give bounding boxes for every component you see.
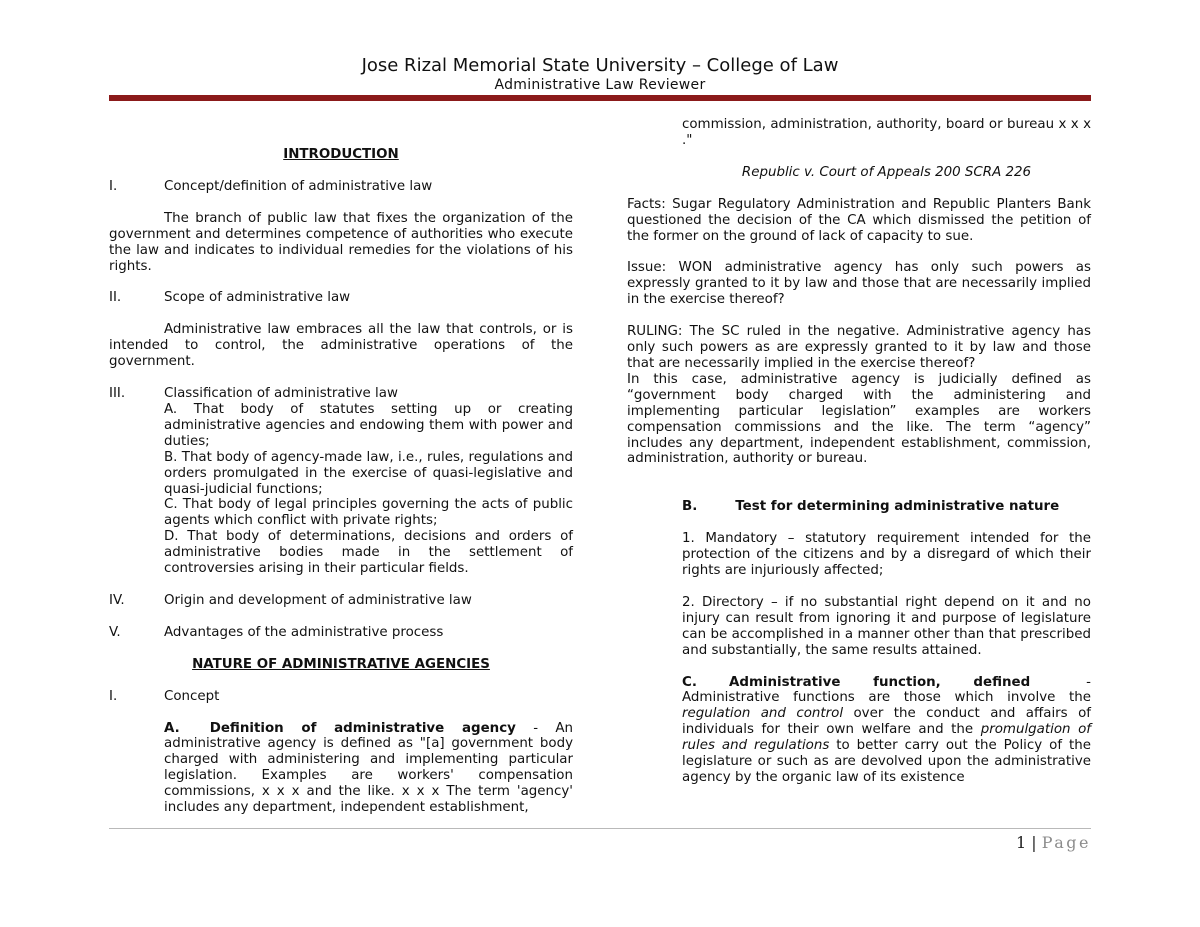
reviewer-subtitle: Administrative Law Reviewer (494, 77, 706, 93)
case-issue: Issue: WON administrative agency has only such powers as expressly granted to it by law and those that are necessarily implied in the exercise thereof? (627, 260, 1091, 308)
classification-item-d: D. That body of determinations, decisions and orders of administrative bodies made in the settlement of controversies arising in their particular fields. (164, 529, 573, 577)
test-heading: B. Test for determining administrative nature (682, 499, 1060, 515)
introduction-heading: INTRODUCTION (283, 147, 399, 162)
case-facts: Facts: Sugar Regulatory Administration and Republic Planters Bank questioned the decision of the CA which dismissed the petition of the former on the ground of lack of capacity to sue. (627, 196, 1091, 244)
section-3-heading: III. Classification of administrative law (109, 386, 398, 402)
footer-rule (109, 828, 1091, 829)
section-2-body: Administrative law embraces all the law that controls, or is intended to control, the administrative operations of the government. (109, 322, 573, 370)
section-2-heading: II. Scope of administrative law (109, 290, 351, 306)
definition-agency-paragraph: A. Definition of administrative agency - An administrative agency is defined as "[a] government body charged with administering and implementing particular legislation. Examples are workers' compensation commissions, x x x and the like. x x x The term 'agency' includes any department, independent establishment, (164, 720, 573, 816)
page-separator: | (1031, 833, 1037, 852)
case-note: In this case, administrative agency is judicially defined as “government body charged with the administering and implementing particular legislation” examples are workers compensation commissions and the like. The term “agency” includes any department, independent establishment, commission, administration, authority or bureau. (627, 371, 1091, 467)
case-ruling: RULING: The SC ruled in the negative. Administrative agency has only such powers as are expressly granted to it by law and those that are necessarily implied in the exercise thereof? (627, 324, 1091, 371)
page-label: Page (1041, 833, 1091, 852)
classification-item-a: A. That body of statutes setting up or creating administrative agencies and endowing them with power and duties; (164, 401, 573, 449)
university-title: Jose Rizal Memorial State University – College of Law (361, 55, 839, 76)
right-column (627, 117, 1091, 786)
classification-item-b: B. That body of agency-made law, i.e., rules, regulations and orders promulgated in the exercise of quasi-legislative and quasi-judicial functions; (164, 449, 573, 497)
function-heading: C. Administrative function, defined - (682, 674, 1091, 690)
nature-concept-heading: I. Concept (109, 688, 220, 704)
classification-item-c: C. That body of legal principles governing the acts of public agents which conflict with private rights; (164, 497, 573, 529)
section-1-heading: I. Concept/definition of administrative law (109, 178, 433, 194)
section-1-body: The branch of public law that fixes the organization of the government and determines competence of authorities who execute the law and indicates to individual remedies for the violations of his rights. (109, 210, 573, 274)
mandatory-paragraph: 1. Mandatory – statutory requirement intended for the protection of the citizens and by a disregard of which their rights are injuriously affected; (682, 531, 1091, 579)
page-header (0, 55, 1200, 93)
continued-definition-text: commission, administration, authority, board or bureau x x x ." (682, 117, 1091, 148)
section-5-heading: V. Advantages of the administrative process (109, 624, 444, 640)
page-number: 1 (1015, 833, 1027, 852)
function-paragraph: Administrative functions are those which involve the regulation and control over the conduct and affairs of individuals for their own welfare and the promulgation of rules and regulations to better carry out the Policy of the legislature or such as are devolved upon the administrative agency by the organic law of its existence (682, 690, 1092, 785)
header-rule (109, 95, 1091, 101)
page-number-footer (1016, 833, 1091, 852)
left-column (109, 117, 573, 816)
directory-paragraph: 2. Directory – if no substantial right depend on it and no injury can result from ignoring it and purpose of legislature can be accomplished in a manner other than that prescribed and substantially, the same results attained. (682, 594, 1091, 658)
case-title: Republic v. Court of Appeals 200 SCRA 226 (741, 164, 1032, 180)
section-4-heading: IV. Origin and development of administrative law (109, 592, 472, 608)
nature-heading: NATURE OF ADMINISTRATIVE AGENCIES (192, 656, 490, 672)
